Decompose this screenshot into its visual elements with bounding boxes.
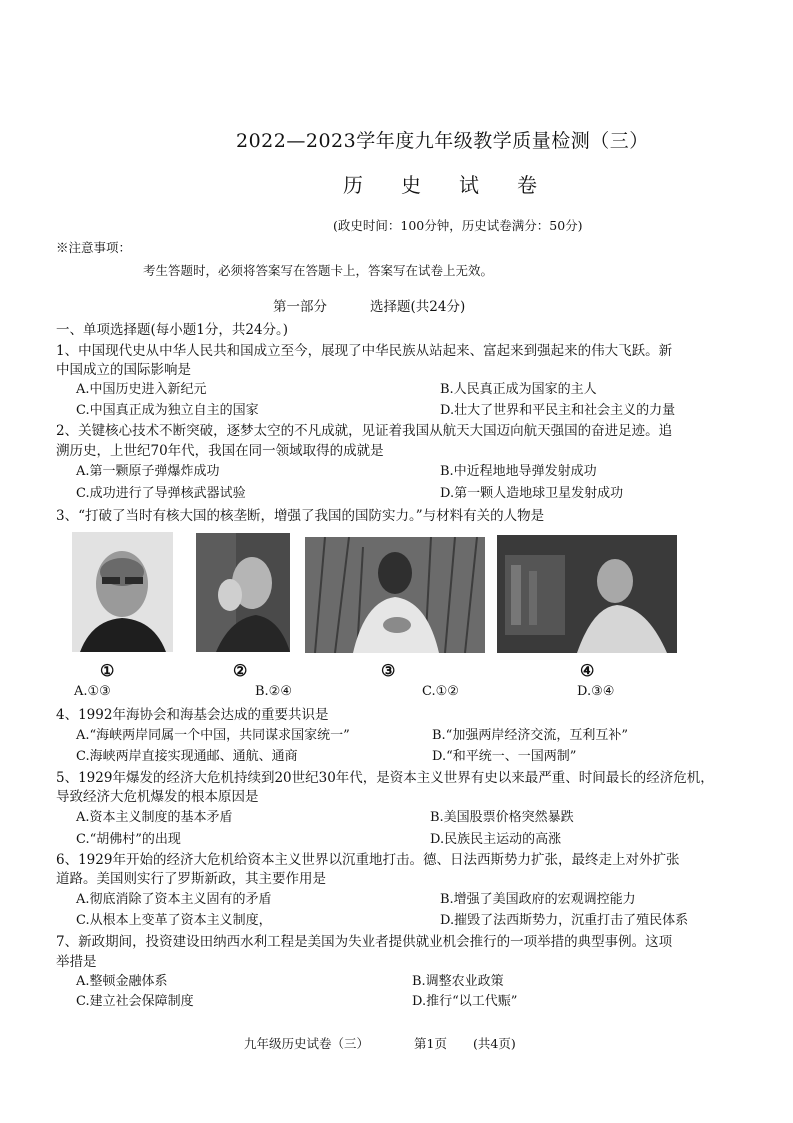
option-c: C.海峡两岸直接实现通邮、通航、通商 — [76, 749, 298, 764]
portrait-photo-1 — [72, 532, 173, 652]
question-stem: 4、1992年海协会和海基会达成的重要共识是 — [56, 707, 329, 723]
part-label: 第一部分 — [273, 299, 327, 315]
option-b: B.中近程地地导弹发射成功 — [440, 464, 597, 479]
option-c: C.①② — [422, 684, 459, 699]
option-c: C.成功进行了导弹核武器试验 — [76, 486, 246, 501]
option-c: C.“胡佛村”的出现 — [76, 832, 181, 847]
subject-char: 卷 — [517, 173, 537, 197]
option-c: C.从根本上变革了资本主义制度， — [76, 913, 272, 928]
option-d: D.“和平统一、一国两制” — [432, 749, 577, 764]
subject-char: 历 — [343, 173, 363, 197]
section-heading: 一、单项选择题(每小题1分，共24分。) — [56, 322, 289, 338]
option-a: A.资本主义制度的基本矛盾 — [76, 810, 233, 825]
question-stem: 溯历史，上世纪70年代，我国在同一领域取得的成就是 — [56, 443, 384, 459]
option-b: B.增强了美国政府的宏观调控能力 — [440, 892, 636, 907]
portrait-photo-4 — [497, 535, 677, 653]
question-stem: 5、1929年爆发的经济大危机持续到20世纪30年代，是资本主义世界有史以来最严重、时间最长的经济危机， — [56, 770, 714, 786]
photo-label-1: ① — [100, 661, 115, 680]
option-d: D.民族民主运动的高涨 — [430, 832, 562, 847]
option-a: A.中国历史进入新纪元 — [76, 382, 207, 397]
option-b: B.“加强两岸经济交流，互利互补” — [432, 728, 628, 743]
question-stem: 1、中国现代史从中华人民共和国成立至今，展现了中华民族从站起来、富起来到强起来的伟大飞跃。新 — [56, 343, 673, 359]
subject-char: 史 — [401, 173, 421, 197]
question-stem: 道路。美国则实行了罗斯新政，其主要作用是 — [56, 871, 326, 887]
photo-label-4: ④ — [580, 661, 595, 680]
question-stem: 6、1929年开始的经济大危机给资本主义世界以沉重地打击。德、日法西斯势力扩张，最终走上对外扩张 — [56, 852, 680, 868]
option-b: B.调整农业政策 — [412, 974, 504, 989]
question-stem: 7、新政期间，投资建设田纳西水利工程是美国为失业者提供就业机会推行的一项举措的典型事例。这项 — [56, 934, 673, 950]
portrait-photo-3 — [305, 537, 485, 653]
option-a: A.彻底消除了资本主义固有的矛盾 — [76, 892, 272, 907]
question-stem: 举措是 — [56, 954, 97, 970]
option-a: A.“海峡两岸同属一个中国，共同谋求国家统一” — [76, 728, 350, 743]
notice-text: 考生答题时，必须将答案写在答题卡上，答案写在试卷上无效。 — [143, 263, 494, 278]
page-total: (共4页) — [473, 1036, 516, 1051]
option-c: C.中国真正成为独立自主的国家 — [76, 403, 259, 418]
option-b: B.人民真正成为国家的主人 — [440, 382, 597, 397]
question-stem: 导致经济大危机爆发的根本原因是 — [56, 789, 259, 805]
photo-label-3: ③ — [381, 661, 396, 680]
notice-heading: ※注意事项： — [56, 240, 132, 255]
part-score: 选择题(共24分) — [370, 299, 466, 315]
exam-title: 2022—2023学年度九年级教学质量检测（三） — [236, 130, 649, 152]
portrait-photo-2 — [196, 533, 290, 652]
question-stem: 中国成立的国际影响是 — [56, 362, 191, 378]
exam-info: (政史时间：100分钟，历史试卷满分：50分) — [333, 218, 583, 233]
option-d: D.③④ — [577, 684, 615, 699]
option-a: A.整顿金融体系 — [76, 974, 168, 989]
subject-char: 试 — [459, 173, 479, 197]
option-b: B.美国股票价格突然暴跌 — [430, 810, 574, 825]
option-d: D.摧毁了法西斯势力，沉重打击了殖民体系 — [440, 913, 689, 928]
option-d: D.推行“以工代赈” — [412, 994, 518, 1009]
photo-label-2: ② — [233, 661, 248, 680]
option-b: B.②④ — [255, 684, 292, 699]
option-a: A.①③ — [74, 684, 111, 699]
subject-title — [343, 169, 537, 198]
question-stem: 3、“打破了当时有核大国的核垄断，增强了我国的国防实力。”与材料有关的人物是 — [56, 508, 545, 524]
page-number: 第1页 — [414, 1036, 447, 1051]
option-d: D.壮大了世界和平民主和社会主义的力量 — [440, 403, 676, 418]
option-c: C.建立社会保障制度 — [76, 994, 194, 1009]
question-stem: 2、关键核心技术不断突破，逐梦太空的不凡成就，见证着我国从航天大国迈向航天强国的奋进足迹。追 — [56, 423, 673, 439]
option-a: A.第一颗原子弹爆炸成功 — [76, 464, 220, 479]
option-d: D.第一颗人造地球卫星发射成功 — [440, 486, 624, 501]
footer-title: 九年级历史试卷（三） — [244, 1036, 370, 1051]
